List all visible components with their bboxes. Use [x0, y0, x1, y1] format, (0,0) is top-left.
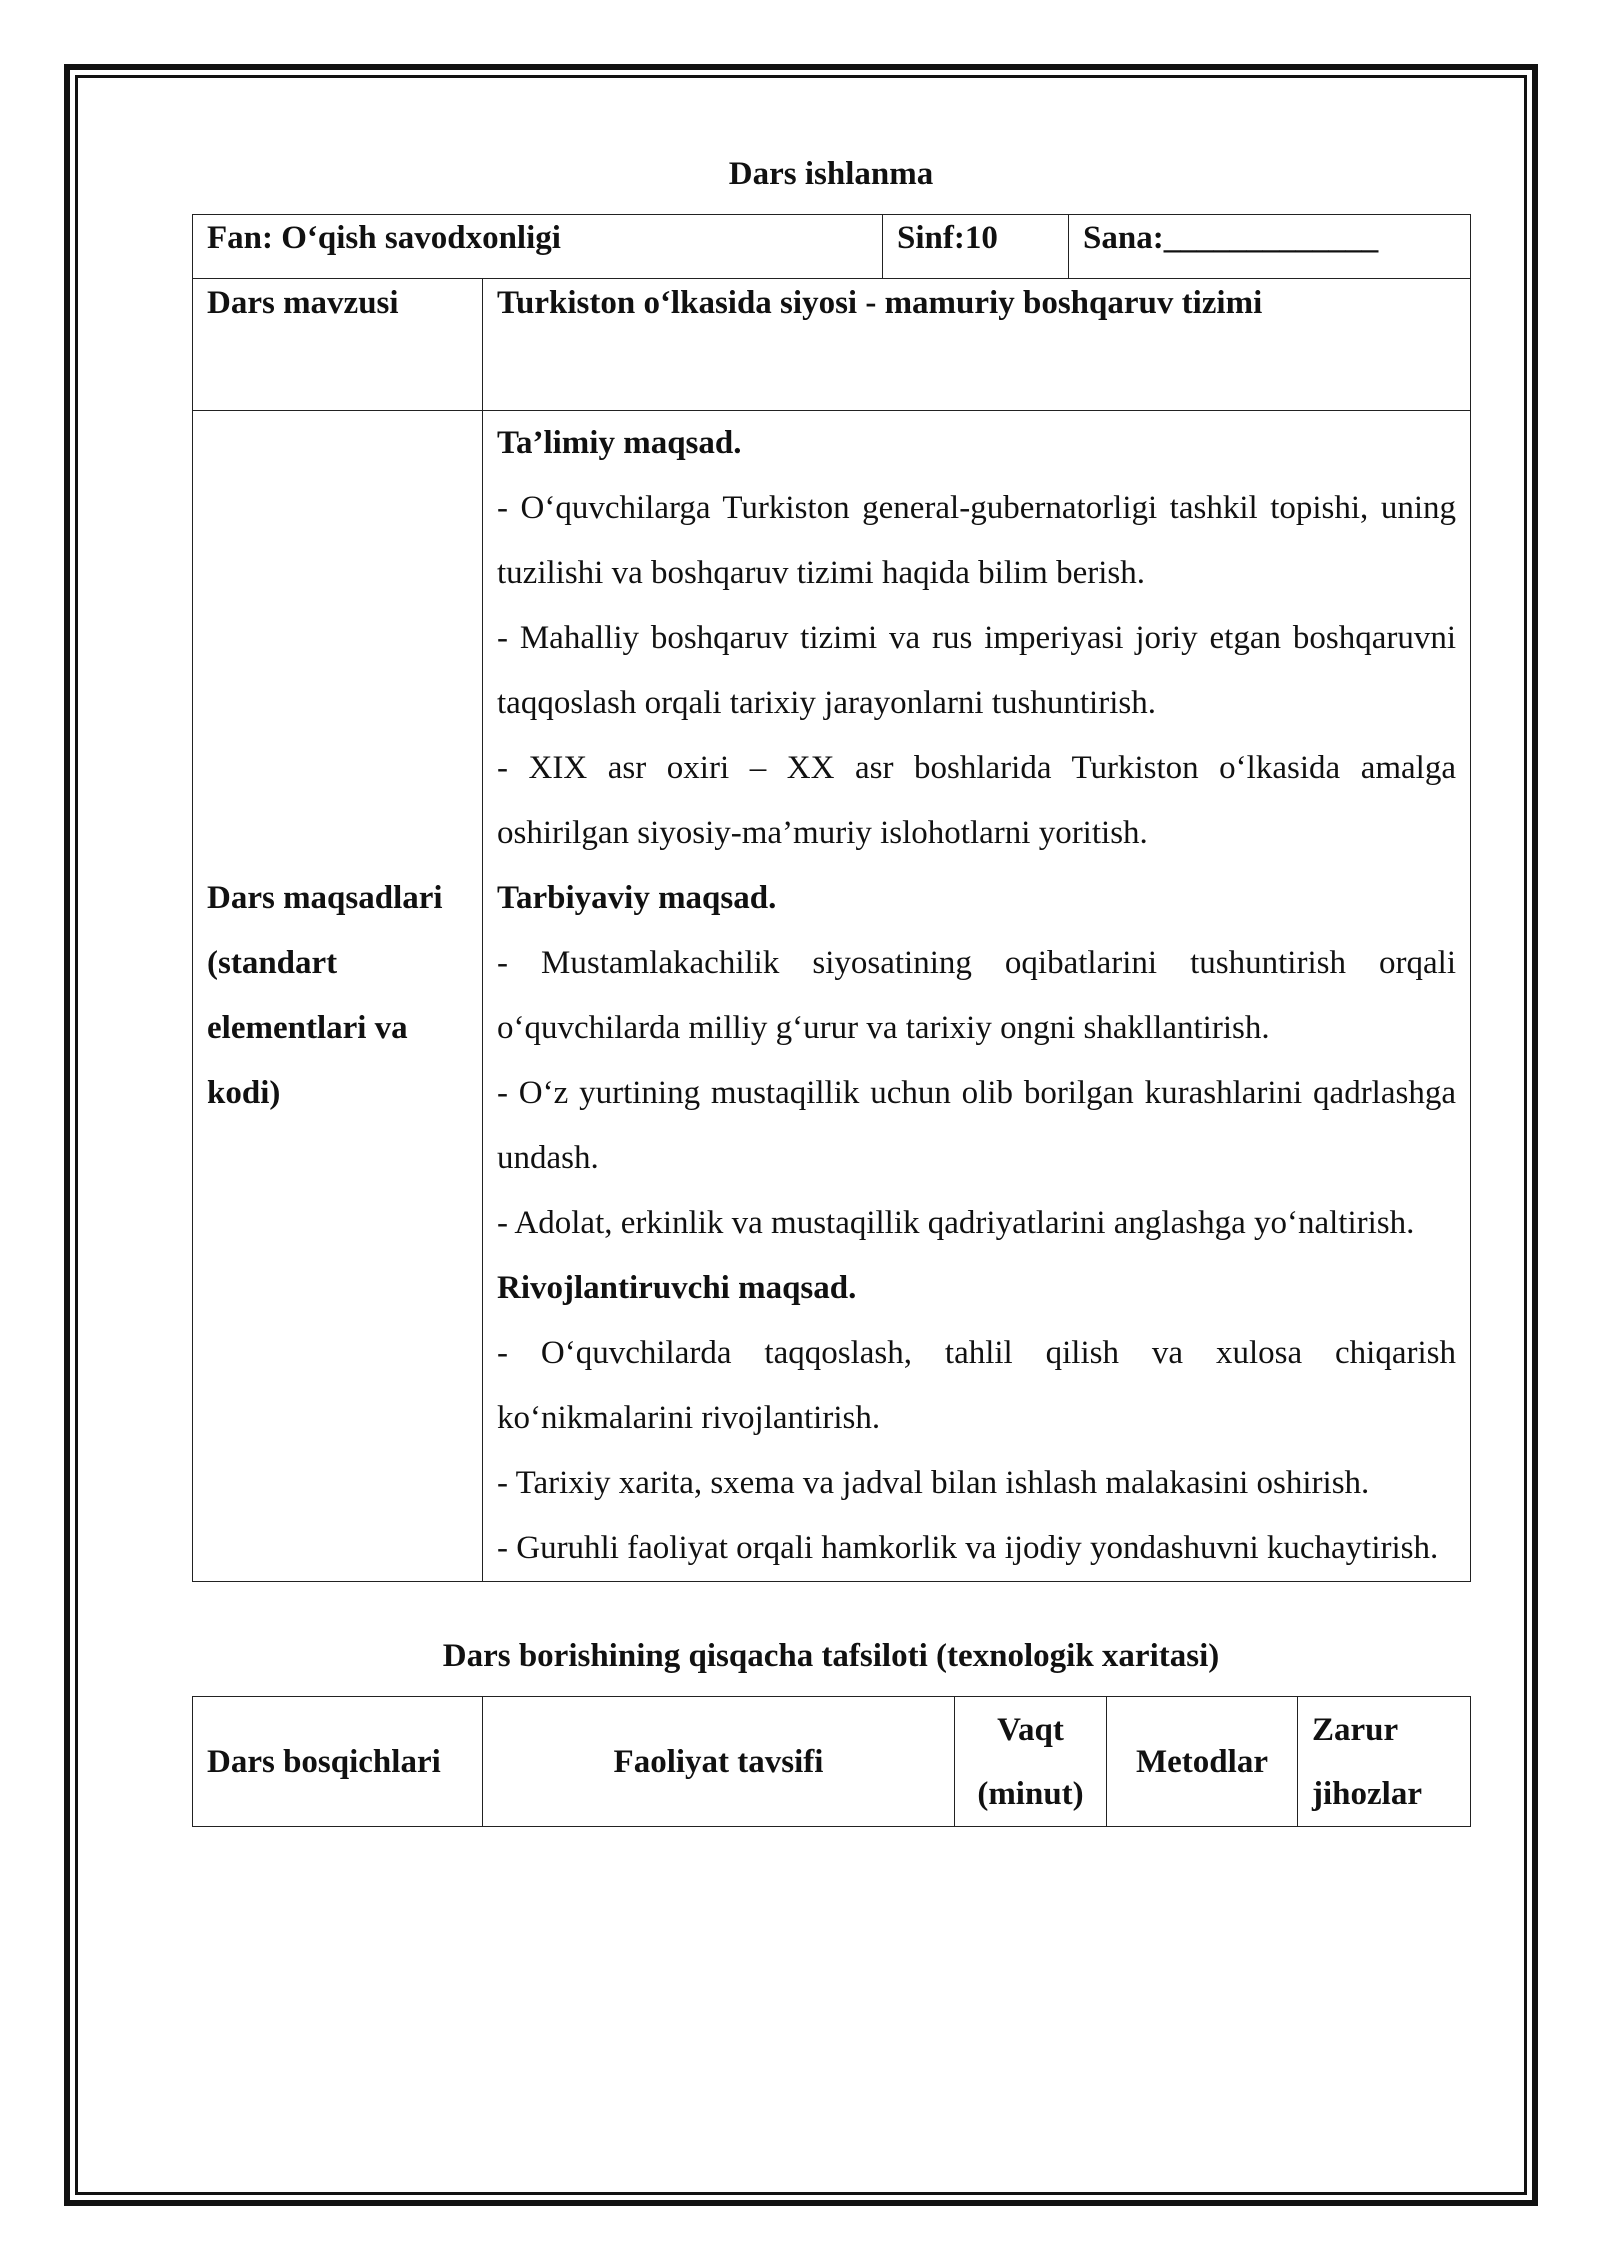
tech-map-table — [192, 1696, 1471, 1827]
goal-heading-upbringing: Tarbiyaviy maqsad. — [497, 880, 777, 916]
goal-item: - XIX asr oxiri – XX asr boshlarida Turkiston o‘lkasida amalga oshirilgan siyosiy-ma’muriy islohotlarni yoritish. — [497, 750, 1456, 851]
goal-item: - O‘z yurtining mustaqillik uchun olib borilgan kurashlarini qadrlashga undash. — [497, 1075, 1456, 1176]
column-header-activity: Faoliyat tavsifi — [483, 1697, 955, 1827]
header-row — [193, 215, 1471, 279]
column-header-stages: Dars bosqichlari — [193, 1697, 483, 1827]
goal-item: - O‘quvchilarga Turkiston general-gubernatorligi tashkil topishi, uning tuzilishi va boshqaruv tizimi haqida bilim berish. — [497, 490, 1456, 591]
goal-heading-developmental: Rivojlantiruvchi maqsad. — [497, 1270, 857, 1306]
topic-value: Turkiston o‘lkasida siyosi - mamuriy boshqaruv tizimi — [483, 279, 1471, 411]
tech-map-header-row — [193, 1697, 1471, 1827]
date-cell: Sana:_____________ — [1069, 215, 1471, 279]
goals-label: Dars maqsadlari (standart elementlari va kodi) — [193, 411, 483, 1582]
goal-item: - Tarixiy xarita, sxema va jadval bilan ishlash malakasini oshirish. — [497, 1465, 1370, 1501]
topic-label: Dars mavzusi — [193, 279, 483, 411]
goal-item: - Guruhli faoliyat orqali hamkorlik va ijodiy yondashuvni kuchaytirish. — [497, 1530, 1439, 1566]
tech-map-title: Dars borishining qisqacha tafsiloti (texnologik xaritasi) — [442, 1638, 1220, 1674]
column-header-time: Vaqt (minut) — [955, 1697, 1107, 1827]
grade-cell: Sinf:10 — [883, 215, 1069, 279]
goal-item: - O‘quvchilarda taqqoslash, tahlil qilish va xulosa chiqarish ko‘nikmalarini rivojlantirish. — [497, 1335, 1456, 1436]
goals-row — [193, 411, 1471, 1582]
goal-item: - Mustamlakachilik siyosatining oqibatlarini tushuntirish orqali o‘quvchilarda milliy g‘urur va tarixiy ongni shakllantirish. — [497, 945, 1456, 1046]
subject-cell: Fan: O‘qish savodxonligi — [193, 215, 883, 279]
goal-item: - Mahalliy boshqaruv tizimi va rus imperiyasi joriy etgan boshqaruvni taqqoslash orqali tarixiy jarayonlarni tushuntirish. — [497, 620, 1456, 721]
column-header-equipment: Zarur jihozlar — [1298, 1697, 1471, 1827]
lesson-info-table — [192, 214, 1471, 1582]
column-header-methods: Metodlar — [1107, 1697, 1298, 1827]
topic-row — [193, 279, 1471, 411]
document-title: Dars ishlanma — [728, 156, 934, 192]
goal-item: - Adolat, erkinlik va mustaqillik qadriyatlarini anglashga yo‘naltirish. — [497, 1205, 1415, 1241]
goals-content — [483, 411, 1471, 1582]
document-body — [192, 150, 1470, 1827]
goal-heading-educational: Ta’limiy maqsad. — [497, 425, 742, 461]
